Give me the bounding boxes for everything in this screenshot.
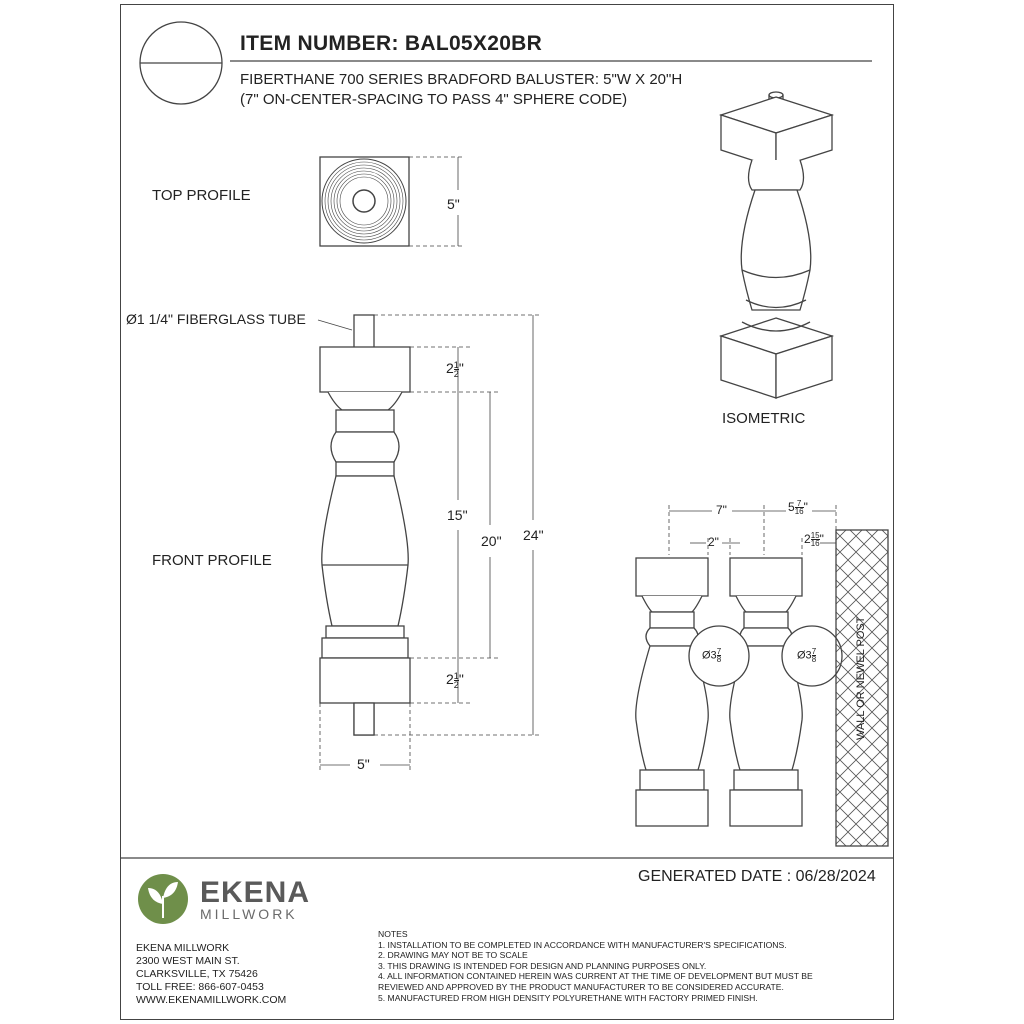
isometric-label: ISOMETRIC xyxy=(722,410,806,427)
bottom-width-dimension: 5" xyxy=(357,756,370,772)
leaf-logo-icon xyxy=(138,874,188,924)
title-circle-icon xyxy=(140,22,222,104)
spacing-diagram xyxy=(636,505,888,846)
isometric-drawing xyxy=(721,92,832,398)
address-line: CLARKSVILLE, TX 75426 xyxy=(136,968,258,980)
sphere-dimension-right: Ø3 $\frac{7}{8}$ xyxy=(797,647,817,664)
sphere-dimension-left: Ø3 $\frac{7}{8}$ xyxy=(702,647,722,664)
generated-date: GENERATED DATE : 06/28/2024 xyxy=(638,868,876,885)
base-height-dimension: 2 $\frac{1}{2}$ " xyxy=(446,670,464,690)
description-line-2: (7" ON-CENTER-SPACING TO PASS 4" SPHERE CODE) xyxy=(240,91,628,108)
top-profile-label: TOP PROFILE xyxy=(152,187,251,204)
website-link[interactable]: WWW.EKENAMILLWORK.COM xyxy=(136,994,287,1006)
note-item: 3. THIS DRAWING IS INTENDED FOR DESIGN AND PLANNING PURPOSES ONLY. xyxy=(378,960,707,971)
item-number-title: ITEM NUMBER: BAL05X20BR xyxy=(240,32,543,55)
address-line: 2300 WEST MAIN ST. xyxy=(136,955,240,967)
wall-post-label: WALL OR NEWEL POST xyxy=(855,616,867,740)
cap-height-dimension: 2 $\frac{1}{2}$ " xyxy=(446,359,464,379)
address-line: EKENA MILLWORK xyxy=(136,942,230,954)
product-description xyxy=(240,70,682,110)
spacing-dimension: 7" xyxy=(716,503,727,517)
top-width-dimension: 5" xyxy=(447,196,460,212)
baluster-left xyxy=(636,558,708,826)
note-item: 1. INSTALLATION TO BE COMPLETED IN ACCORDANCE WITH MANUFACTURER'S SPECIFICATIONS. xyxy=(378,939,787,950)
notes-block xyxy=(378,929,813,1003)
tube-dimension-label: Ø1 1/4" FIBERGLASS TUBE xyxy=(126,311,306,327)
note-item: 5. MANUFACTURED FROM HIGH DENSITY POLYURETHANE WITH FACTORY PRIMED FINISH. xyxy=(378,992,758,1003)
wall-offset-dimension: 5 $\frac{7}{16}$ " xyxy=(788,499,808,517)
baluster-right xyxy=(730,558,802,826)
note-item: 2. DRAWING MAY NOT BE TO SCALE xyxy=(378,950,528,961)
gap-dimension: 2" xyxy=(708,535,719,549)
description-line-1: FIBERTHANE 700 SERIES BRADFORD BALUSTER: 5"W X 20"H xyxy=(240,71,683,88)
note-item: REVIEWED AND APPROVED BY THE PRODUCT MANUFACTURER TO BE CONSIDERED ACCURATE. xyxy=(378,981,784,992)
top-profile-drawing xyxy=(320,157,465,246)
company-address xyxy=(136,942,286,1007)
note-item: 4. ALL INFORMATION CONTAINED HEREIN WAS CURRENT AT THE TIME OF DEVELOPMENT BUT MUST BE xyxy=(378,971,813,982)
front-profile-label: FRONT PROFILE xyxy=(152,552,272,569)
brand-name: EKENA xyxy=(200,876,311,909)
brand-subtitle: MILLWORK xyxy=(200,906,298,922)
total-height-dimension: 24" xyxy=(523,527,544,543)
wall-gap-dimension: 2 $\frac{15}{16}$ " xyxy=(804,531,824,549)
shaft-height-dimension: 15" xyxy=(447,507,468,523)
overall-height-dimension: 20" xyxy=(481,533,502,549)
front-profile-drawing xyxy=(318,315,540,772)
notes-title: NOTES xyxy=(378,929,408,939)
address-line: TOLL FREE: 866-607-0453 xyxy=(136,981,264,993)
